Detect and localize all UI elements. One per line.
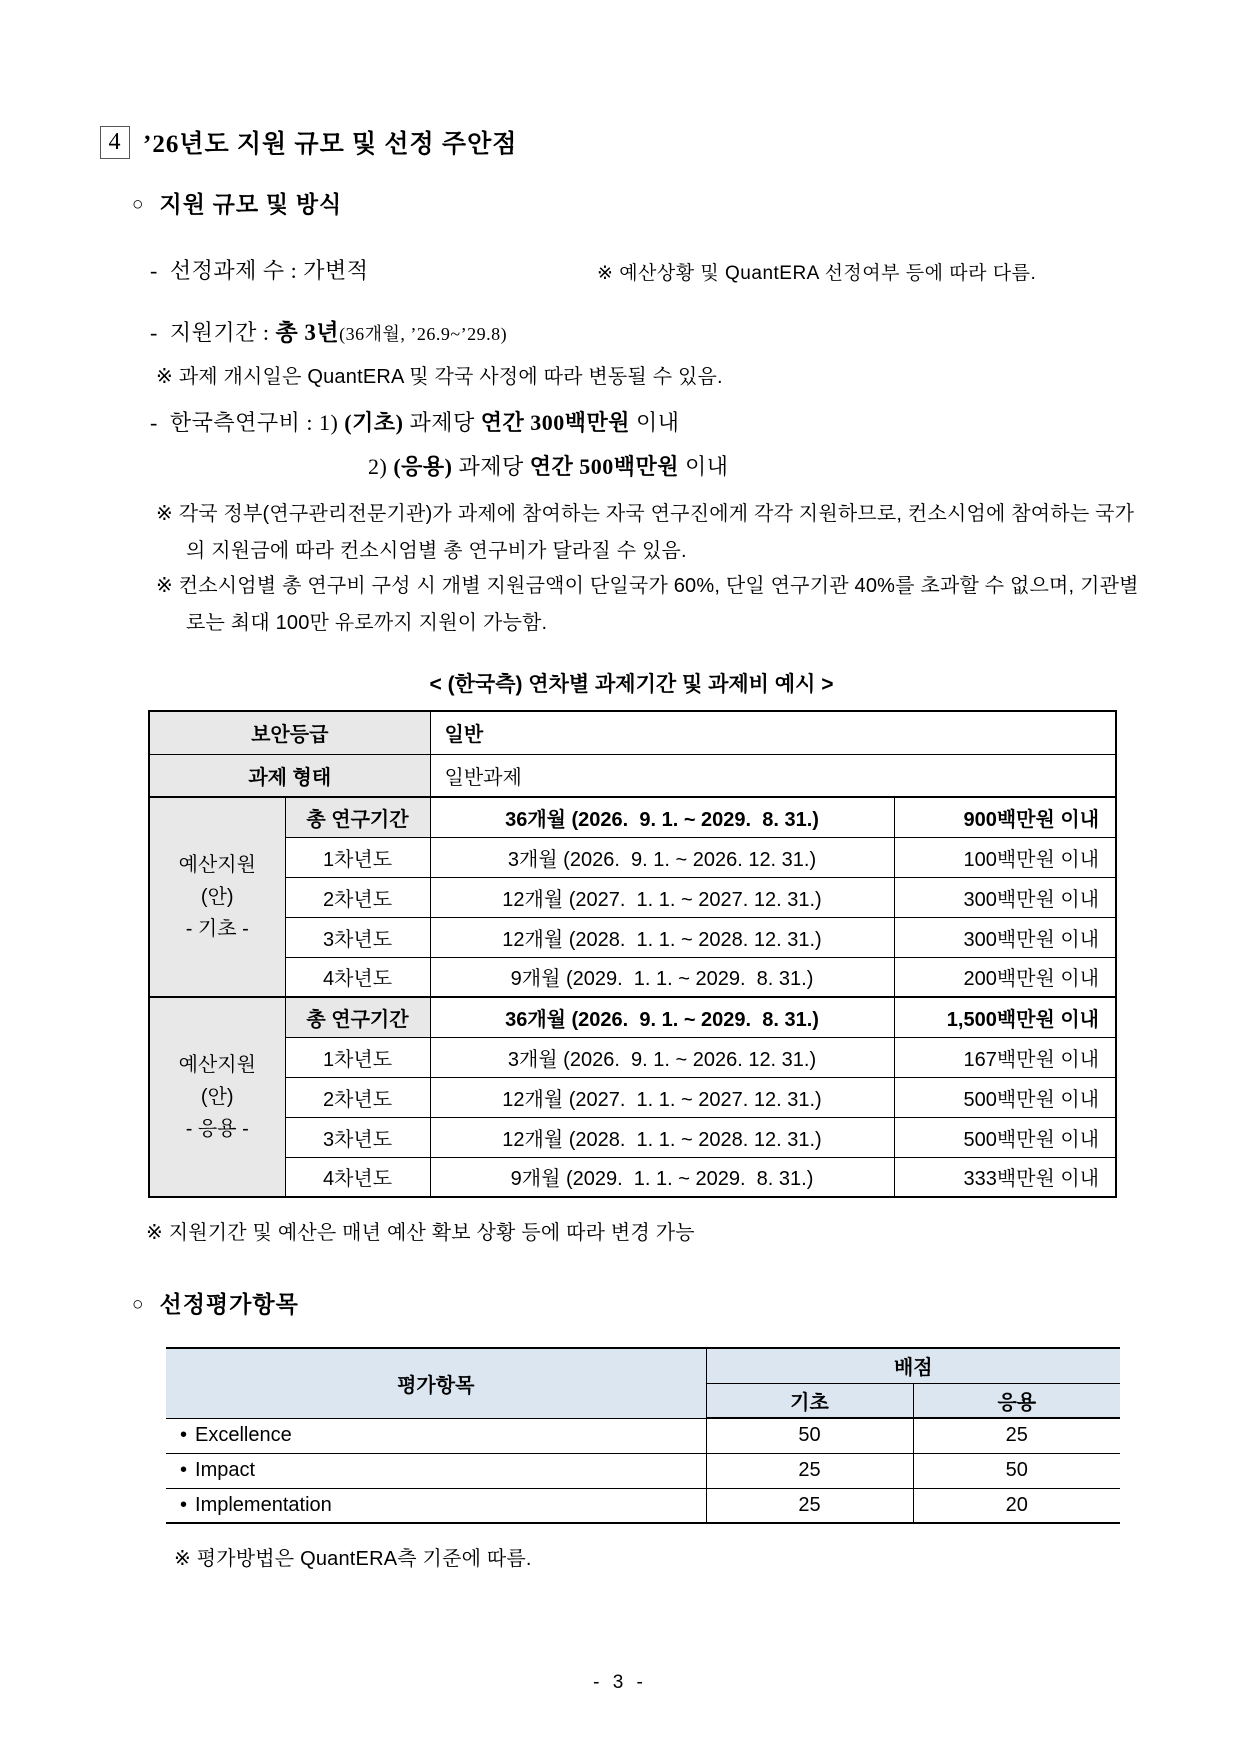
project-type-label: 과제 형태 [149,754,430,797]
group-label-line3: - 기초 - [185,918,249,940]
table-row [166,1418,1120,1453]
eval-score-header: 배점 [706,1348,1120,1383]
circle-bullet-icon: ○ [132,194,145,215]
budget-amount-applied: 연간 500백만원 [529,454,680,479]
line-korea-budget-applied [368,450,729,481]
eval-basic-score: 25 [706,1453,913,1488]
table-row [149,1037,1116,1077]
table-row [166,1453,1120,1488]
table-row [149,754,1116,797]
amount-cell: 167백만원 이내 [894,1037,1116,1077]
period-prefix: 지원기간 : [169,320,276,345]
budget-amount-basic: 연간 300백만원 [480,410,630,435]
subsection-eval-title [132,1286,299,1319]
circle-bullet-icon: ○ [132,1294,145,1315]
period-label-cell: 3차년도 [285,1117,430,1157]
duration-cell: 36개월 (2026. 9. 1. ~ 2029. 8. 31.) [430,997,894,1037]
table-row [149,917,1116,957]
budget-type-basic: (기초) [344,410,404,435]
period-label-cell: 총 연구기간 [285,797,430,837]
group-label-line1: 예산지원 [178,854,256,876]
budget-table-title: < (한국측) 연차별 과제기간 및 과제비 예시 > [429,673,834,696]
eval-basic-header: 기초 [706,1383,913,1418]
eval-applied-score: 25 [913,1418,1120,1453]
eval-basic-score: 25 [706,1488,913,1523]
section-number-box: 4 [100,126,130,159]
budget2-prefix: 2) [368,454,394,479]
group-label-line1: 예산지원 [178,1054,256,1076]
budget-table [148,710,1117,1198]
bullet-icon: • [180,1459,188,1481]
duration-cell: 12개월 (2028. 1. 1. ~ 2028. 12. 31.) [430,1117,894,1157]
eval-item-text: Impact [195,1459,256,1481]
budget-suffix: 이내 [629,410,680,435]
eval-table-footnote: ※ 평가방법은 QuantERA측 기준에 따름. [174,1548,532,1570]
amount-cell: 333백만원 이내 [894,1157,1116,1197]
budget-mid: 과제당 [403,410,481,435]
table-row [149,1077,1116,1117]
table-row [149,1117,1116,1157]
table-row [149,877,1116,917]
page-number: - 3 - [593,1672,647,1693]
amount-cell: 300백만원 이내 [894,917,1116,957]
group-label-line3: - 응용 - [185,1118,249,1140]
duration-cell: 12개월 (2027. 1. 1. ~ 2027. 12. 31.) [430,1077,894,1117]
budget-prefix: 한국측연구비 : 1) [169,410,345,435]
project-count-note: ※ 예산상황 및 QuantERA 선정여부 등에 따라 다름. [597,263,1037,284]
subsection-support-title [132,186,342,219]
page-title [100,124,517,160]
group-label-basic [149,797,285,997]
evaluation-table [166,1347,1120,1524]
period-label-cell: 3차년도 [285,917,430,957]
dash-marker: - [150,258,158,283]
project-count-text: 선정과제 수 : 가변적 [169,258,369,283]
eval-applied-header: 응용 [913,1383,1120,1418]
duration-cell: 12개월 (2028. 1. 1. ~ 2028. 12. 31.) [430,917,894,957]
bullet-icon: • [180,1424,188,1446]
amount-cell: 500백만원 이내 [894,1077,1116,1117]
note-start-date: ※ 과제 개시일은 QuantERA 및 각국 사정에 따라 변동될 수 있음. [156,366,723,388]
duration-cell: 9개월 (2029. 1. 1. ~ 2029. 8. 31.) [430,1157,894,1197]
period-bold: 총 3년 [275,320,340,345]
group-label-applied [149,997,285,1197]
security-grade-value: 일반 [430,711,1116,754]
amount-cell: 1,500백만원 이내 [894,997,1116,1037]
eval-item-cell [166,1488,706,1523]
eval-item-text: Excellence [195,1424,292,1446]
eval-item-text: Implementation [195,1493,332,1516]
eval-applied-score: 50 [913,1453,1120,1488]
budget2-mid: 과제당 [452,454,530,479]
period-label-cell: 1차년도 [285,1037,430,1077]
duration-cell: 36개월 (2026. 9. 1. ~ 2029. 8. 31.) [430,797,894,837]
table-row [149,957,1116,997]
amount-cell: 900백만원 이내 [894,797,1116,837]
period-label-cell: 1차년도 [285,837,430,877]
period-label-cell: 2차년도 [285,1077,430,1117]
eval-basic-score: 50 [706,1418,913,1453]
budget-type-applied: (응용) [393,454,453,479]
eval-item-cell [166,1453,706,1488]
table-row [149,837,1116,877]
eval-item-cell [166,1418,706,1453]
group-label-line2: (안) [200,1086,234,1108]
bullet-icon: • [180,1493,188,1516]
duration-cell: 3개월 (2026. 9. 1. ~ 2026. 12. 31.) [430,1037,894,1077]
period-label-cell: 총 연구기간 [285,997,430,1037]
note-consortium: ※ 컨소시엄별 총 연구비 구성 시 개별 지원금액이 단일국가 60%, 단일 연구기관 40%를 초과할 수 없으며, 기관별로는 최대 100만 유로까지 지원이 가능함. [156,575,1139,634]
table-row [149,711,1116,754]
project-type-value: 일반과제 [430,754,1116,797]
subsection-eval-label: 선정평가항목 [159,1292,299,1317]
table-row [166,1488,1120,1523]
dash-marker: - [150,410,158,435]
group-label-line2: (안) [200,886,234,908]
security-grade-label: 보안등급 [149,711,430,754]
budget2-suffix: 이내 [679,454,729,479]
subsection-support-label: 지원 규모 및 방식 [159,192,343,217]
duration-cell: 3개월 (2026. 9. 1. ~ 2026. 12. 31.) [430,837,894,877]
amount-cell: 200백만원 이내 [894,957,1116,997]
budget-table-footnote: ※ 지원기간 및 예산은 매년 예산 확보 상황 등에 따라 변경 가능 [146,1222,695,1244]
line-project-count [150,254,1130,285]
amount-cell: 100백만원 이내 [894,837,1116,877]
note-funding: ※ 각국 정부(연구관리전문기관)가 과제에 참여하는 자국 연구진에게 각각 지원하므로, 컨소시엄에 참여하는 국가의 지원금에 따라 컨소시엄별 총 연구비가 달라질 수 있음. [156,503,1135,562]
period-paren: (36개월, ’26.9~’29.8) [339,324,508,344]
eval-item-header: 평가항목 [166,1348,706,1418]
duration-cell: 9개월 (2029. 1. 1. ~ 2029. 8. 31.) [430,957,894,997]
table-row [149,797,1116,837]
line-support-period [150,314,507,347]
table-row [166,1348,1120,1383]
period-label-cell: 2차년도 [285,877,430,917]
period-label-cell: 4차년도 [285,1157,430,1197]
amount-cell: 300백만원 이내 [894,877,1116,917]
amount-cell: 500백만원 이내 [894,1117,1116,1157]
eval-applied-score: 20 [913,1488,1120,1523]
section-title-text: ’26년도 지원 규모 및 선정 주안점 [143,131,518,158]
dash-marker: - [150,320,158,345]
duration-cell: 12개월 (2027. 1. 1. ~ 2027. 12. 31.) [430,877,894,917]
table-row [149,997,1116,1037]
table-row [149,1157,1116,1197]
line-korea-budget-basic [150,406,680,437]
period-label-cell: 4차년도 [285,957,430,997]
